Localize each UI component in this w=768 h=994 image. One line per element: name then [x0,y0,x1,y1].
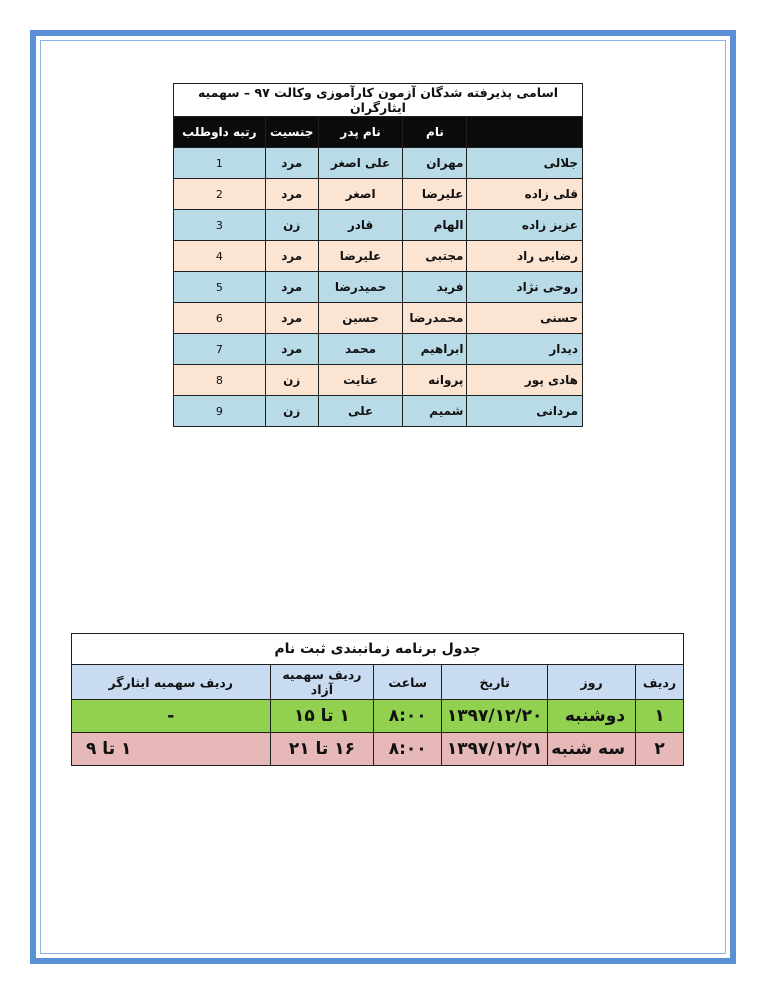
cell-family: قلی زاده [467,179,583,210]
cell-first-name: ابراهیم [403,334,467,365]
cell-rank: 9 [174,396,266,427]
table-row [174,241,583,272]
header-father-name: نام پدر [318,117,403,148]
table-row [174,272,583,303]
cell-father-name: اصغر [318,179,403,210]
cell-gender: مرد [265,179,318,210]
cell-date: ۱۳۹۷/۱۲/۲۰ [442,700,548,733]
cell-family: حسنی [467,303,583,334]
cell-gender: مرد [265,241,318,272]
cell-gender: زن [265,210,318,241]
cell-family: عزیز زاده [467,210,583,241]
table-row [174,303,583,334]
schedule-header-row [72,665,684,700]
table-row [174,365,583,396]
cell-row-number: ۲ [636,733,684,766]
table-row [174,396,583,427]
schedule-row [72,700,684,733]
cell-first-name: محمدرضا [403,303,467,334]
cell-rank: 7 [174,334,266,365]
cell-rank: 6 [174,303,266,334]
cell-father-name: حسین [318,303,403,334]
cell-day: سه شنبه [548,733,636,766]
cell-row-number: ۱ [636,700,684,733]
cell-veteran-quota: ۱ تا ۹ [72,733,271,766]
table-title: اسامی پذیرفته شدگان آزمون کارآموزی وکالت ۹۷ – سهمیه ایثارگران [174,84,583,117]
cell-rank: 1 [174,148,266,179]
cell-father-name: عنایت [318,365,403,396]
header-date: تاریخ [442,665,548,700]
cell-first-name: مجتبی [403,241,467,272]
cell-family: روحی نژاد [467,272,583,303]
cell-family: رضایی راد [467,241,583,272]
cell-gender: مرد [265,334,318,365]
accepted-candidates-table [173,83,583,427]
cell-gender: زن [265,365,318,396]
cell-father-name: علی [318,396,403,427]
header-rank: رتبه داوطلب [174,117,266,148]
table-header-row [174,117,583,148]
cell-father-name: حمیدرضا [318,272,403,303]
table-row [174,179,583,210]
cell-date: ۱۳۹۷/۱۲/۲۱ [442,733,548,766]
cell-day: دوشنبه [548,700,636,733]
cell-gender: مرد [265,303,318,334]
cell-time: ۸:۰۰ [374,700,442,733]
header-family [467,117,583,148]
header-veteran-quota: ردیف سهمیه ایثارگر [72,665,271,700]
cell-rank: 3 [174,210,266,241]
cell-father-name: قادر [318,210,403,241]
header-day: روز [548,665,636,700]
cell-gender: مرد [265,272,318,303]
schedule-title: جدول برنامه زمانبندی ثبت نام [72,634,684,665]
cell-veteran-quota: - [72,700,271,733]
cell-first-name: علیرضا [403,179,467,210]
header-free-quota: ردیف سهمیه آزاد [270,665,374,700]
cell-time: ۸:۰۰ [374,733,442,766]
cell-rank: 4 [174,241,266,272]
cell-family: هادی پور [467,365,583,396]
header-row-number: ردیف [636,665,684,700]
schedule-row [72,733,684,766]
cell-first-name: الهام [403,210,467,241]
header-time: ساعت [374,665,442,700]
cell-first-name: پروانه [403,365,467,396]
cell-father-name: علی اصغر [318,148,403,179]
cell-free-quota: ۱۶ تا ۲۱ [270,733,374,766]
cell-rank: 2 [174,179,266,210]
header-gender: جنسیت [265,117,318,148]
cell-first-name: مهران [403,148,467,179]
cell-rank: 8 [174,365,266,396]
cell-first-name: فرید [403,272,467,303]
cell-family: مردانی [467,396,583,427]
cell-father-name: محمد [318,334,403,365]
cell-gender: مرد [265,148,318,179]
registration-schedule-table [71,633,684,766]
table-row [174,210,583,241]
cell-family: جلالی [467,148,583,179]
table-row [174,148,583,179]
cell-free-quota: ۱ تا ۱۵ [270,700,374,733]
table-row [174,334,583,365]
cell-gender: زن [265,396,318,427]
header-first-name: نام [403,117,467,148]
cell-rank: 5 [174,272,266,303]
cell-father-name: علیرضا [318,241,403,272]
cell-family: دیدار [467,334,583,365]
cell-first-name: شمیم [403,396,467,427]
